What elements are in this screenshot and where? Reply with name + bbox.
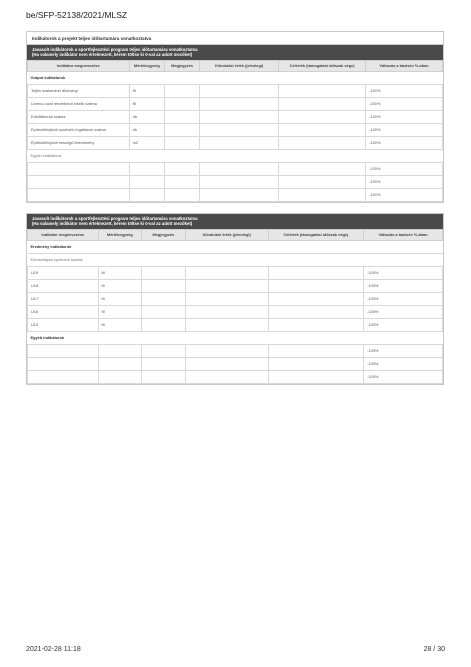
indicator-unit: fő: [129, 97, 164, 110]
change-cell: -100%: [364, 279, 443, 292]
indicator-unit: fő: [98, 279, 142, 292]
baseline-cell[interactable]: [185, 344, 268, 357]
baseline-cell[interactable]: [185, 318, 268, 331]
change-cell: -100%: [366, 110, 443, 123]
table-row: [28, 123, 443, 136]
group-heading-other: Egyéb indikátorok:: [28, 149, 443, 162]
col-header-target: Célérték (támogatási időszak vége): [279, 60, 366, 71]
baseline-cell[interactable]: [185, 370, 268, 383]
indicator-unit: fő: [98, 266, 142, 279]
note-cell[interactable]: [164, 175, 199, 188]
table-row: [28, 97, 443, 110]
table-header-row: [28, 229, 443, 240]
col-header-unit: Mértékegység: [129, 60, 164, 71]
table-row: [28, 175, 443, 188]
indicator-name-cell[interactable]: [28, 357, 99, 370]
indicator-name-cell[interactable]: [28, 188, 130, 201]
age-group-note: Korosztályos sportolók száma:: [28, 253, 443, 266]
note-cell[interactable]: [164, 162, 199, 175]
target-cell[interactable]: [279, 110, 366, 123]
table-row: [28, 136, 443, 149]
baseline-cell[interactable]: [185, 357, 268, 370]
output-indicators-table: [27, 60, 443, 202]
note-cell[interactable]: [142, 344, 186, 357]
section-title: Indikátorok a projekt teljes időtartamára vonatkoztatva: [27, 32, 443, 45]
col-header-name: Indikátor megnevezése: [28, 229, 99, 240]
indicator-name-cell[interactable]: [28, 175, 130, 188]
change-cell: -100%: [364, 370, 443, 383]
change-cell: -100%: [364, 292, 443, 305]
indicator-unit: fő: [98, 305, 142, 318]
indicator-name: Építési/felújított sportcélú ingatlanok száma: [28, 123, 130, 136]
note-cell[interactable]: [142, 318, 186, 331]
indicator-unit: db: [129, 110, 164, 123]
table-row: [28, 84, 443, 97]
table-row: [28, 188, 443, 201]
table-row: [28, 292, 443, 305]
indicator-name: U19: [28, 266, 99, 279]
document-id: be/SFP-52138/2021/MLSZ: [26, 10, 128, 20]
baseline-cell[interactable]: [185, 292, 268, 305]
baseline-cell[interactable]: [200, 175, 279, 188]
group-heading-other: Egyéb indikátorok: [28, 331, 443, 344]
baseline-cell[interactable]: [185, 305, 268, 318]
indicator-unit: m2: [129, 136, 164, 149]
page-number: 28 / 30: [423, 646, 445, 653]
baseline-cell[interactable]: [200, 188, 279, 201]
target-cell[interactable]: [268, 318, 363, 331]
target-cell[interactable]: [279, 84, 366, 97]
note-cell[interactable]: [164, 123, 199, 136]
target-cell[interactable]: [279, 136, 366, 149]
indicator-unit: db: [129, 123, 164, 136]
col-header-baseline: Kiindulási érték (jelenlegi): [185, 229, 268, 240]
indicator-name-cell[interactable]: [28, 370, 99, 383]
baseline-cell[interactable]: [185, 279, 268, 292]
unit-cell[interactable]: [98, 357, 142, 370]
unit-cell[interactable]: [98, 344, 142, 357]
col-header-unit: Mértékegység: [98, 229, 142, 240]
change-cell: -100%: [366, 123, 443, 136]
banner-line-1: Javasolt indikátorok a sportfejlesztési program teljes időtartamára vonatkoztatva: [32, 216, 198, 221]
baseline-cell[interactable]: [200, 162, 279, 175]
note-cell[interactable]: [164, 84, 199, 97]
banner-line-2: (Ha valamely indikátor nem értelmezett, kérem töltse ki 0-val az adott mezőket): [32, 221, 193, 227]
change-cell: -100%: [364, 266, 443, 279]
indicator-name: Licenco-szal rendelkező edzők száma: [28, 97, 130, 110]
target-cell[interactable]: [268, 370, 363, 383]
note-cell[interactable]: [142, 266, 186, 279]
target-cell[interactable]: [279, 175, 366, 188]
col-header-change: Változás a bázisév %-ában: [364, 229, 443, 240]
target-cell[interactable]: [268, 357, 363, 370]
baseline-cell[interactable]: [200, 123, 279, 136]
table-row: [28, 266, 443, 279]
note-cell[interactable]: [164, 110, 199, 123]
change-cell: -100%: [366, 188, 443, 201]
table-row: [28, 305, 443, 318]
change-cell: -100%: [364, 318, 443, 331]
target-cell[interactable]: [268, 292, 363, 305]
indicator-unit: fő: [129, 84, 164, 97]
change-cell: -100%: [366, 84, 443, 97]
note-cell[interactable]: [164, 97, 199, 110]
indicator-name: Edzőtáborok száma: [28, 110, 130, 123]
indicator-name: Építési/felújított beszögű létesítmény: [28, 136, 130, 149]
unit-cell[interactable]: [129, 175, 164, 188]
change-cell: -100%: [364, 357, 443, 370]
target-cell[interactable]: [279, 162, 366, 175]
indicator-name: U18: [28, 279, 99, 292]
col-header-baseline: Kiindulási érték (jelenlegi): [200, 60, 279, 71]
baseline-cell[interactable]: [200, 110, 279, 123]
indicator-table-header-banner: [27, 214, 443, 229]
footer-timestamp: 2021-02-28 11:18: [26, 646, 81, 653]
target-cell[interactable]: [268, 266, 363, 279]
target-cell[interactable]: [279, 188, 366, 201]
baseline-cell[interactable]: [200, 97, 279, 110]
change-cell: -100%: [364, 305, 443, 318]
target-cell[interactable]: [279, 97, 366, 110]
baseline-cell[interactable]: [200, 84, 279, 97]
group-heading-results: Eredmény indikátorok: [28, 240, 443, 253]
col-header-target: Célérték (támogatási időszak vége): [268, 229, 363, 240]
note-cell[interactable]: [142, 279, 186, 292]
col-header-note: Megjegyzés: [164, 60, 199, 71]
change-cell: -100%: [366, 136, 443, 149]
table-header-row: [28, 60, 443, 71]
banner-line-2: (Ha valamely indikátor nem értelmezett, kérem töltse ki 0-val az adott mezőket): [32, 52, 193, 58]
banner-line-1: Javasolt indikátorok a sportfejlesztési program teljes időtartamára vonatkoztatva: [32, 47, 198, 52]
target-cell[interactable]: [268, 305, 363, 318]
note-cell[interactable]: [164, 136, 199, 149]
table-row: [28, 110, 443, 123]
table-row: [28, 162, 443, 175]
change-cell: -100%: [366, 175, 443, 188]
indicator-table-header-banner: [27, 45, 443, 60]
target-cell[interactable]: [268, 279, 363, 292]
table-row: [28, 370, 443, 383]
unit-cell[interactable]: [129, 188, 164, 201]
target-cell[interactable]: [268, 344, 363, 357]
baseline-cell[interactable]: [185, 266, 268, 279]
change-cell: -100%: [366, 97, 443, 110]
indicator-name-cell[interactable]: [28, 344, 99, 357]
col-header-name: Indikátor megnevezése: [28, 60, 130, 71]
note-cell[interactable]: [142, 305, 186, 318]
table-row: [28, 344, 443, 357]
indicator-section-project: [26, 31, 444, 203]
change-cell: -100%: [366, 162, 443, 175]
col-header-note: Megjegyzés: [142, 229, 186, 240]
indicator-unit: fő: [98, 318, 142, 331]
table-row: [28, 357, 443, 370]
unit-cell[interactable]: [98, 370, 142, 383]
change-cell: -100%: [364, 344, 443, 357]
indicator-name-cell[interactable]: [28, 162, 130, 175]
indicator-name: U15: [28, 318, 99, 331]
note-cell[interactable]: [142, 370, 186, 383]
target-cell[interactable]: [279, 123, 366, 136]
indicator-name: Teljes szakember állomány: [28, 84, 130, 97]
note-cell[interactable]: [142, 357, 186, 370]
baseline-cell[interactable]: [200, 136, 279, 149]
group-heading-output: Output indikátorok: [28, 71, 443, 84]
note-cell[interactable]: [142, 292, 186, 305]
result-indicators-table: [27, 229, 443, 384]
table-row: [28, 318, 443, 331]
unit-cell[interactable]: [129, 162, 164, 175]
col-header-change: Változás a bázisév %-ában: [366, 60, 443, 71]
indicator-name: U17: [28, 292, 99, 305]
indicator-name: U16: [28, 305, 99, 318]
indicator-section-results: [26, 213, 444, 385]
table-row: [28, 279, 443, 292]
indicator-unit: fő: [98, 292, 142, 305]
note-cell[interactable]: [164, 188, 199, 201]
